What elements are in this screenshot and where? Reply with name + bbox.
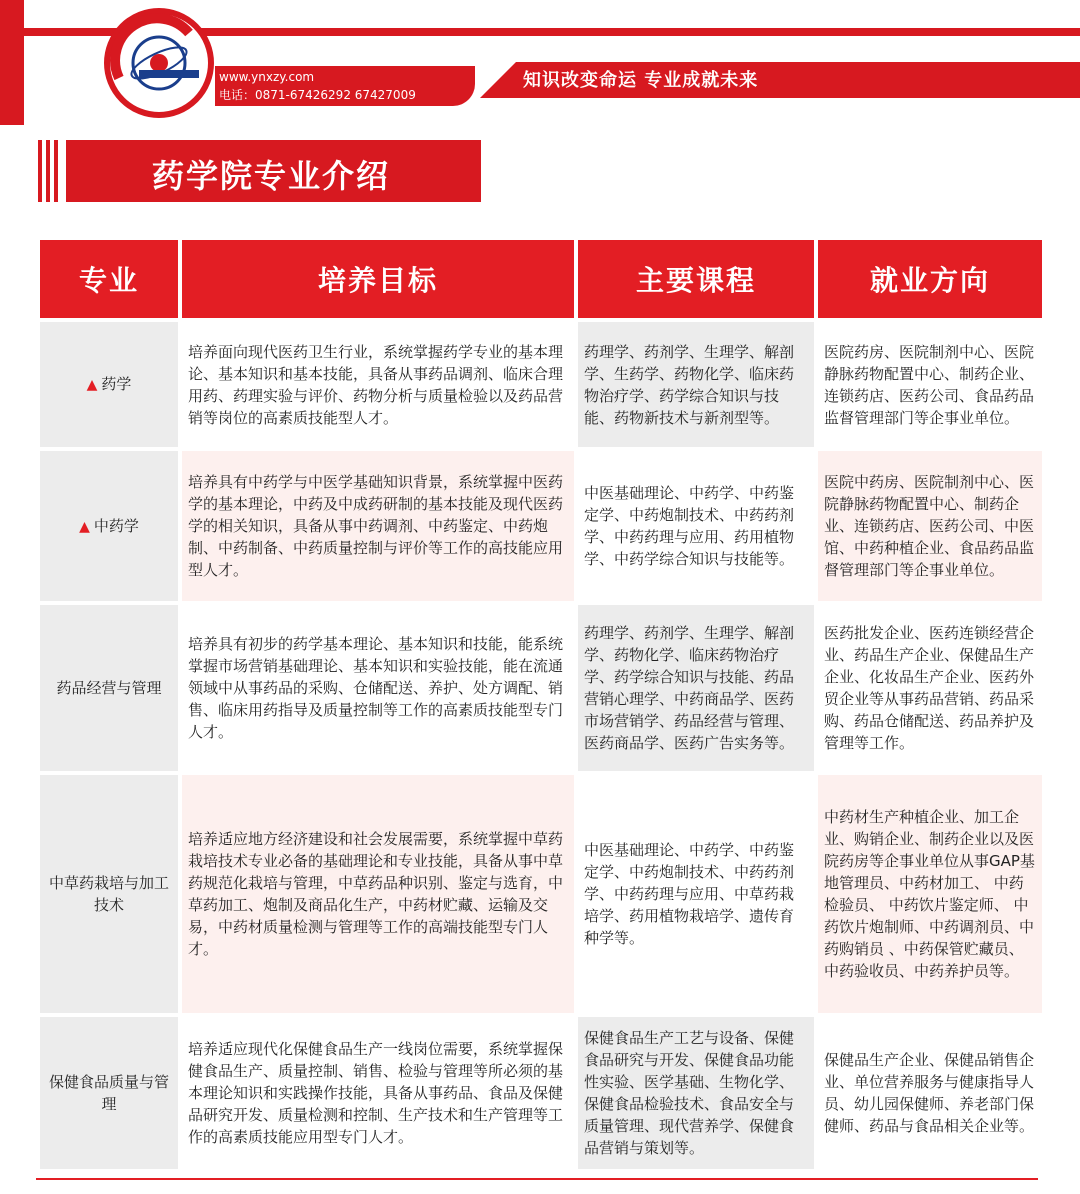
major-name: 中草药栽培与加工技术 xyxy=(48,874,169,914)
major-name-cell xyxy=(40,605,178,771)
major-name: 保健食品质量与管理 xyxy=(48,1073,169,1113)
goal-cell: 培养面向现代医药卫生行业，系统掌握药学专业的基本理论、基本知识和基本技能，具备从事药品调剂、临床合理用药、药理实验与评价、药物分析与质量检验以及药品营销等岗位的高素质技能型人才。 xyxy=(182,322,574,447)
major-name: 药学 xyxy=(101,375,132,393)
course-cell: 中医基础理论、中药学、中药鉴定学、中药炮制技术、中药药剂学、中药药理与应用、药用植物学、中药学综合知识与技能等。 xyxy=(578,451,814,601)
job-cell: 医院药房、医院制剂中心、医院静脉药物配置中心、制药企业、连锁药店、医药公司、食品药品监督管理部门等企事业单位。 xyxy=(818,322,1042,447)
header-courses: 主要课程 xyxy=(578,240,814,318)
goal-cell: 培养适应地方经济建设和社会发展需要，系统掌握中草药栽培技术专业必备的基础理论和专业技能，具备从事中草药规范化栽培与管理，中草药品种识别、鉴定与选育，中草药加工、炮制及商品化生产，中药材贮藏、运输及交易，中药材质量检测与管理等工作的高端技能型专门人才。 xyxy=(182,775,574,1013)
course-cell: 药理学、药剂学、生理学、解剖学、生药学、药物化学、临床药物治疗学、药学综合知识与技能、药物新技术与新剂型等。 xyxy=(578,322,814,447)
college-seal-logo-icon xyxy=(104,8,214,118)
bottom-divider xyxy=(36,1178,1038,1180)
table-row xyxy=(40,605,1042,771)
triangle-icon: ▲ xyxy=(86,377,98,393)
major-name-cell xyxy=(40,322,178,447)
header-major: 专业 xyxy=(40,240,178,318)
major-name-cell xyxy=(40,451,178,601)
job-cell: 医院中药房、医院制剂中心、医院静脉药物配置中心、制药企业、连锁药店、医药公司、中医馆、中药种植企业、食品药品监督管理部门等企事业单位。 xyxy=(818,451,1042,601)
triangle-icon: ▲ xyxy=(79,518,90,535)
table-header-row xyxy=(40,240,1042,318)
major-table xyxy=(36,236,1046,1173)
job-cell: 医药批发企业、医药连锁经营企业、药品生产企业、保健品生产企业、化妆品生产企业、医药外贸企业等从事药品营销、药品采购、药品仓储配送、药品养护及管理等工作。 xyxy=(818,605,1042,771)
slogan-text: 知识改变命运 专业成就未来 xyxy=(523,70,759,91)
job-cell: 保健品生产企业、保健品销售企业、单位营养服务与健康指导人员、幼儿园保健师、养老部门保健师、药品与食品相关企业等。 xyxy=(818,1017,1042,1169)
major-name-cell xyxy=(40,1017,178,1169)
goal-cell: 培养具有中药学与中医学基础知识背景，系统掌握中医药学的基本理论，中药及中成药研制的基本技能及现代医药学的相关知识，具备从事中药调剂、中药鉴定、中药炮制、中药制备、中药质量控制与评价等工作的高技能应用型人才。 xyxy=(182,451,574,601)
major-name: 药品经营与管理 xyxy=(56,679,162,697)
header-left-band xyxy=(0,0,24,125)
phone-text: 电话：0871-67426292 67427009 xyxy=(219,88,416,102)
job-cell: 中药材生产种植企业、加工企业、购销企业、制药企业以及医院药房等企事业单位从事GAP基地管理员、中药材加工、 中药检验员、 中药饮片鉴定师、 中药饮片炮制师、中药调剂员、中药购销员 、中药保管贮藏员、中药验收员、中药养护员等。 xyxy=(818,775,1042,1013)
course-cell: 保健食品生产工艺与设备、保健食品研究与开发、保健食品功能性实验、医学基础、生物化学、保健食品检验技术、食品安全与质量管理、现代营养学、保健食品营销与策划等。 xyxy=(578,1017,814,1169)
major-name-cell xyxy=(40,775,178,1013)
course-cell: 药理学、药剂学、生理学、解剖学、药物化学、临床药物治疗学、药学综合知识与技能、药品营销心理学、中药商品学、医药市场营销学、药品经营与管理、医药商品学、医药广告实务等。 xyxy=(578,605,814,771)
table-row xyxy=(40,1017,1042,1169)
table-row xyxy=(40,775,1042,1013)
table-row xyxy=(40,322,1042,447)
header-goal: 培养目标 xyxy=(182,240,574,318)
course-cell: 中医基础理论、中药学、中药鉴定学、中药炮制技术、中药药剂学、中药药理与应用、中草药栽培学、药用植物栽培学、遗传育种学等。 xyxy=(578,775,814,1013)
page-title: 药学院专业介绍 xyxy=(152,157,391,195)
table-row xyxy=(40,451,1042,601)
goal-cell: 培养具有初步的药学基本理论、基本知识和技能，能系统掌握市场营销基础理论、基本知识和实验技能，能在流通领域中从事药品的采购、仓储配送、养护、处方调配、销售、临床用药指导及质量控制等工作的高素质技能型专门人才。 xyxy=(182,605,574,771)
header-jobs: 就业方向 xyxy=(818,240,1042,318)
website-text: www.ynxzy.com xyxy=(219,70,315,84)
goal-cell: 培养适应现代化保健食品生产一线岗位需要，系统掌握保健食品生产、质量控制、销售、检验与管理等所必须的基本理论知识和实践操作技能，具备从事药品、食品及保健品研究开发、质量检测和控制、生产技术和生产管理等工作的高素质技能应用型专门人才。 xyxy=(182,1017,574,1169)
contact-box xyxy=(215,66,475,106)
page-header xyxy=(0,0,1080,125)
major-name: 中药学 xyxy=(93,516,139,535)
